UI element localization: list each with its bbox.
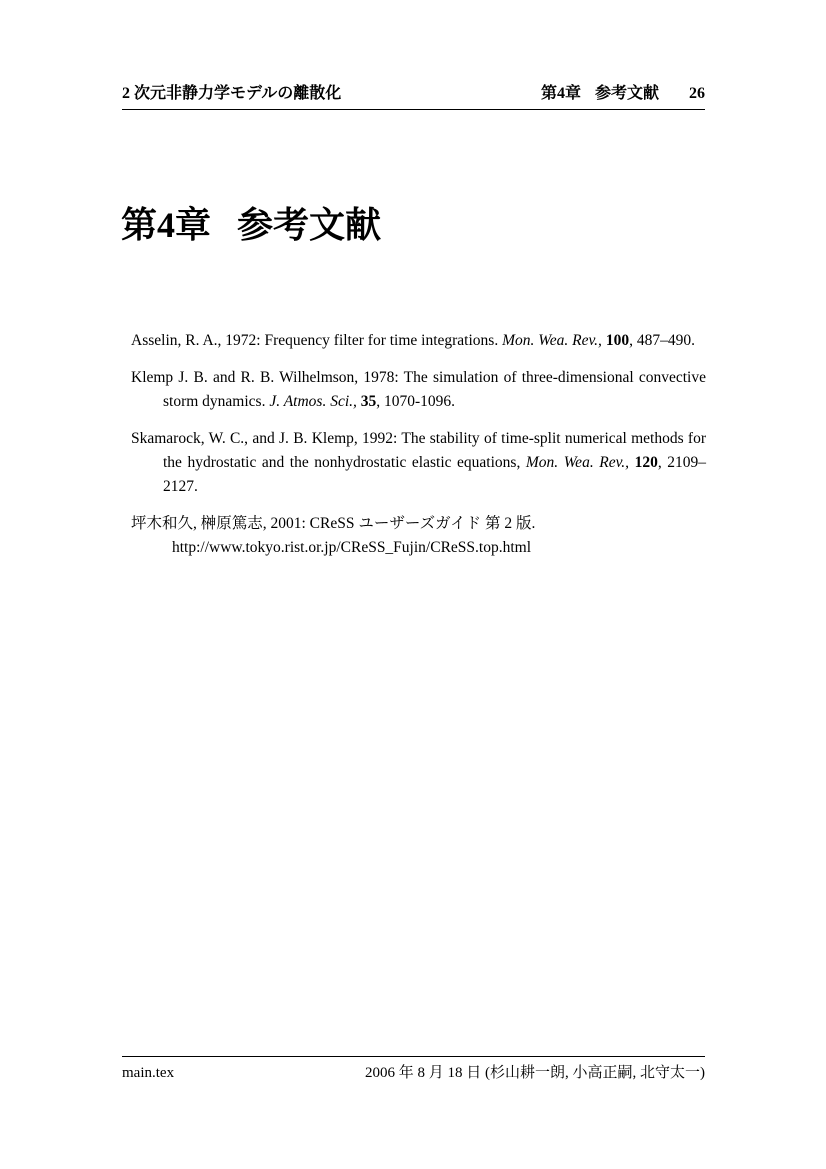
reference-text-segment: 120 xyxy=(634,454,658,471)
footer-date-authors: 2006 年 8 月 18 日 (杉山耕一朗, 小高正嗣, 北守太一) xyxy=(365,1065,705,1081)
reference-text-segment: Mon. Wea. Rev., xyxy=(502,332,602,349)
page-footer xyxy=(122,1056,705,1082)
header-chapter-label: 第4章 xyxy=(540,85,581,102)
reference-entry xyxy=(122,427,706,499)
header-section-label: 参考文献 xyxy=(594,85,659,102)
header-right-group xyxy=(541,85,705,103)
reference-text-segment: 坪木和久, 榊原篤志, 2001: CReSS ユーザーズガイド 第 2 版. xyxy=(131,515,536,532)
reference-text-segment: , 1070-1096. xyxy=(376,393,456,410)
chapter-title: 参考文献 xyxy=(237,205,382,245)
reference-entry xyxy=(122,329,706,353)
reference-entry xyxy=(122,366,706,414)
reference-entry xyxy=(122,512,706,560)
references-list xyxy=(122,329,706,573)
reference-text-segment: Skamarock, W. C., and J. B. Klemp, 1992: The stability of time-split numerical methods for the hydrostatic and the nonhydrostatic elastic equations, xyxy=(131,430,706,471)
reference-text-segment: Mon. Wea. Rev., xyxy=(525,454,630,471)
chapter-number: 第4章 xyxy=(121,205,212,245)
header-document-title: 2 次元非静力学モデルの離散化 xyxy=(122,85,342,102)
reference-url-link[interactable]: http://www.tokyo.rist.or.jp/CReSS_Fujin/CReSS.top.html xyxy=(172,539,531,556)
reference-text-segment: Asselin, R. A., 1972: Frequency filter for time integrations. xyxy=(131,332,503,349)
chapter-heading xyxy=(121,201,381,249)
page-number: 26 xyxy=(689,85,705,102)
reference-text-segment: 100 xyxy=(605,332,630,349)
reference-text-segment: , 487–490. xyxy=(629,332,695,349)
reference-text-segment: , 2109–2127. xyxy=(163,454,707,495)
reference-text-segment: J. Atmos. Sci., xyxy=(269,393,357,410)
reference-text-segment: 35 xyxy=(360,393,377,410)
footer-filename: main.tex xyxy=(122,1065,175,1081)
reference-text-segment: Klemp J. B. and R. B. Wilhelmson, 1978: The simulation of three-dimensional convective storm dynamics. xyxy=(131,369,706,410)
page-header xyxy=(122,85,705,110)
